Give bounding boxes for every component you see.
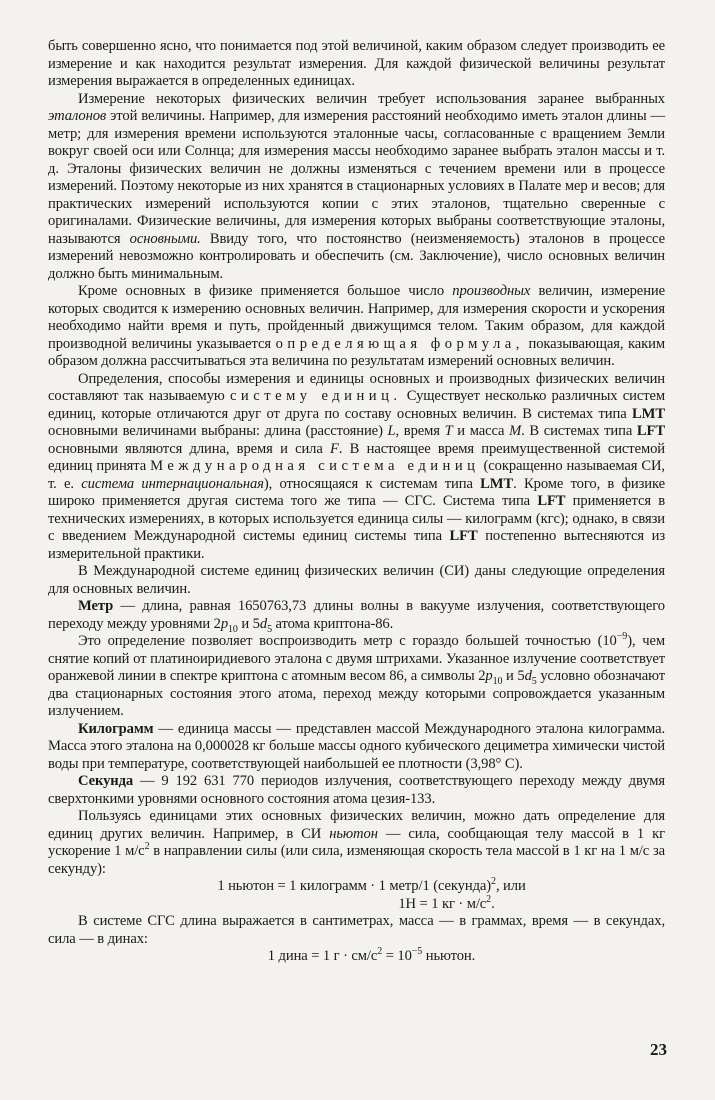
superscript: 2 bbox=[486, 893, 492, 905]
text-run: Это определение позволяет воспроизводить метр с гораздо большей точностью (10 bbox=[78, 633, 617, 649]
paragraph-metre-precision bbox=[48, 633, 665, 721]
text-run: В Международной системе единиц физических величин (СИ) даны следующие определения для основных величин. bbox=[48, 563, 665, 597]
symbol: d bbox=[259, 615, 268, 632]
text-run: постепенно вытесняются из измерительной практики. bbox=[48, 528, 665, 562]
formula-newton-short bbox=[48, 893, 665, 914]
system-abbr: LFT bbox=[537, 493, 566, 509]
symbol: p bbox=[485, 668, 493, 684]
text-run: этой величины. Например, для измерения расстояний необходимо иметь эталон длины — метр; для измерения времени используются эталонные часы, согласованные с вращением Земли вокруг своей оси или Солнца; для измерения массы необходимо заранее выбрать эталон массы и т. д. Эталоны физических величин не должны изменяться с течением времени или в процессе измерений. Поэтому некоторые из них хранятся в стационарных условиях в Палате мер и весов; для практических измерений используются копии с этих эталонов, тщательно сверенные с оригиналами. Физические величины, для измерения которых выбраны соответствующие эталоны, называются bbox=[48, 108, 665, 247]
paragraph-si-definitions bbox=[48, 563, 665, 598]
text-run: Кроме основных в физике применяется большое число bbox=[78, 283, 453, 299]
formula-text: 1Н = 1 кг · м/с bbox=[398, 895, 487, 912]
system-abbr: LMT bbox=[632, 405, 665, 422]
text-run: применяется в технических измерениях, в которых используется единица силы — килограмм (кгс); однако, в связи с введением Международной системы единиц системы типа bbox=[48, 493, 665, 544]
subscript: 5 bbox=[531, 675, 537, 687]
text-run: Существует несколько различных систем единиц, которые отличаются друг от друга по составу основных величин. В системах типа bbox=[48, 388, 666, 422]
italic-term: ньютон bbox=[329, 825, 378, 842]
text-run: показывающая, каким образом должна рассчитываться эта величина по результатам измерений основных величин. bbox=[48, 335, 665, 369]
italic-term: производных bbox=[452, 283, 531, 299]
subscript: 5 bbox=[267, 623, 272, 635]
formula-text: ньютон. bbox=[422, 948, 476, 964]
symbol: T bbox=[444, 423, 453, 439]
system-abbr: LMT bbox=[480, 475, 514, 492]
text-run: Измерение некоторых физических величин требует использования заранее выбранных bbox=[78, 90, 665, 107]
paragraph-intro bbox=[48, 38, 665, 91]
formula-text: , или bbox=[495, 878, 526, 894]
italic-term: основными. bbox=[129, 230, 201, 247]
text-run: и 5 bbox=[237, 615, 260, 632]
symbol: M bbox=[509, 423, 522, 439]
text-run: (сокращенно называемая СИ, т. е. bbox=[48, 458, 665, 492]
symbol: L bbox=[387, 423, 396, 439]
formula-dyne bbox=[48, 948, 665, 966]
italic-term: эталонов bbox=[48, 108, 107, 124]
formula-text: 1 ньютон = 1 килограмм · 1 метр/1 (секунда) bbox=[217, 878, 492, 894]
text-run: Ввиду того, что постоянство (неизменяемость) эталонов в процессе измерений невозможно контролировать и обеспечить (см. Заключение), число основных величин должно быть минимальным. bbox=[48, 230, 665, 282]
formula-text: 1 дина = 1 г · см/с bbox=[267, 948, 378, 964]
text-run: быть совершенно ясно, что понимается под этой величиной, каким образом следует производить ее измерение и как находится результат измерения. Для каждой физической величины результат измерения выражается в определенных единицах. bbox=[48, 38, 665, 89]
system-abbr: LFT bbox=[636, 423, 665, 439]
defined-term: Килограмм bbox=[78, 720, 154, 737]
paragraph-cgs bbox=[48, 913, 665, 948]
page-number: 23 bbox=[650, 1040, 667, 1059]
symbol: F bbox=[330, 440, 339, 457]
paragraph-kilogram bbox=[48, 721, 665, 774]
spaced-term: Международная система единиц bbox=[150, 458, 480, 474]
text-run: Пользуясь единицами этих основных физических величин, можно дать определение для единиц других величин. Например, в СИ bbox=[48, 808, 665, 842]
text-run: величин, измерение которых сводится к измерению основных величин. Например, для измерения скорости и ускорения необходимо найти время и путь, пройденный движущимся телом. Таким образом, для каждой производной величины указывается bbox=[48, 283, 665, 352]
text-run: и 5 bbox=[502, 668, 525, 684]
symbol: d bbox=[524, 668, 532, 684]
text-run: и масса bbox=[452, 423, 510, 439]
text-run: — 9 192 631 770 периодов излучения, соответствующего переходу между двумя сверхтонкими уровнями основного состояния атома цезия-133. bbox=[48, 773, 665, 807]
text-run: . Кроме того, в физике широко применяется другая система того же типа — СГС. Система типа bbox=[48, 475, 665, 509]
subscript: 10 bbox=[492, 675, 503, 687]
text-run: ), чем снятие копий от платиноиридиевого эталона с двумя штрихами. Указанное излучение соответствует оранжевой линии в спектре криптона с атомным весом 86, а символы 2 bbox=[48, 633, 665, 684]
page-body bbox=[48, 38, 665, 966]
formula-newton bbox=[48, 878, 665, 896]
system-abbr: LFT bbox=[449, 528, 478, 544]
symbol: p bbox=[220, 615, 229, 632]
italic-term: система интернациональная bbox=[81, 475, 264, 492]
spaced-term: систему единиц. bbox=[229, 388, 402, 404]
subscript: 10 bbox=[228, 623, 238, 635]
text-run: атома криптона-86. bbox=[271, 615, 394, 632]
text-run: — единица массы — представлен массой Международного эталона килограмма. Масса этого эталона на 0,000028 кг больше массы одного кубического дециметра химически чистой воды при температуре, соответствующей наибольшей ее плотности (3,98° С). bbox=[48, 720, 665, 772]
defined-term: Секунда bbox=[78, 773, 134, 789]
defined-term: Метр bbox=[78, 598, 114, 614]
paragraph-unit-systems bbox=[48, 371, 665, 564]
superscript: −5 bbox=[411, 946, 423, 958]
text-run: . В настоящее время преимущественной системой единиц принята bbox=[48, 440, 665, 474]
text-run: ), относящаяся к системам типа bbox=[263, 475, 481, 492]
text-run: В системе СГС длина выражается в сантиметрах, масса — в граммах, время — в секундах, сила — в динах: bbox=[48, 913, 665, 947]
paragraph-second bbox=[48, 773, 665, 808]
paragraph-derived bbox=[48, 283, 665, 371]
text-run: в направлении силы (или сила, изменяющая скорость тела массой в 1 кг на 1 м/с за секунду): bbox=[48, 843, 665, 877]
formula-text: = 10 bbox=[382, 948, 412, 964]
text-run: основными являются длина, время и сила bbox=[48, 440, 331, 457]
paragraph-metre bbox=[48, 598, 665, 633]
superscript: 2 bbox=[491, 876, 496, 888]
paragraph-standards bbox=[48, 91, 665, 284]
superscript: 2 bbox=[144, 841, 150, 853]
spaced-term: определяющая формула, bbox=[275, 335, 524, 352]
text-run: — сила, сообщающая телу массой в 1 кг ускорение 1 м/с bbox=[48, 825, 665, 859]
text-run: основными величинами выбраны: длина (расстояние) bbox=[48, 423, 388, 439]
text-run: . В системах типа bbox=[521, 423, 637, 439]
text-run: — длина, равная 1650763,73 длины волны в вакууме излучения, соответствующего переходу между уровнями 2 bbox=[48, 598, 665, 632]
formula-text: . bbox=[491, 895, 495, 912]
text-run: , время bbox=[395, 423, 445, 439]
text-run: Определения, способы измерения и единицы основных и производных физических величин составляют так называемую bbox=[48, 370, 665, 404]
paragraph-newton bbox=[48, 808, 665, 878]
text-run: условно обозначают два стационарных состояния этого атома, переход между которыми сопровождается указанным излучением. bbox=[48, 668, 665, 719]
superscript: −9 bbox=[616, 631, 628, 643]
superscript: 2 bbox=[377, 946, 383, 958]
